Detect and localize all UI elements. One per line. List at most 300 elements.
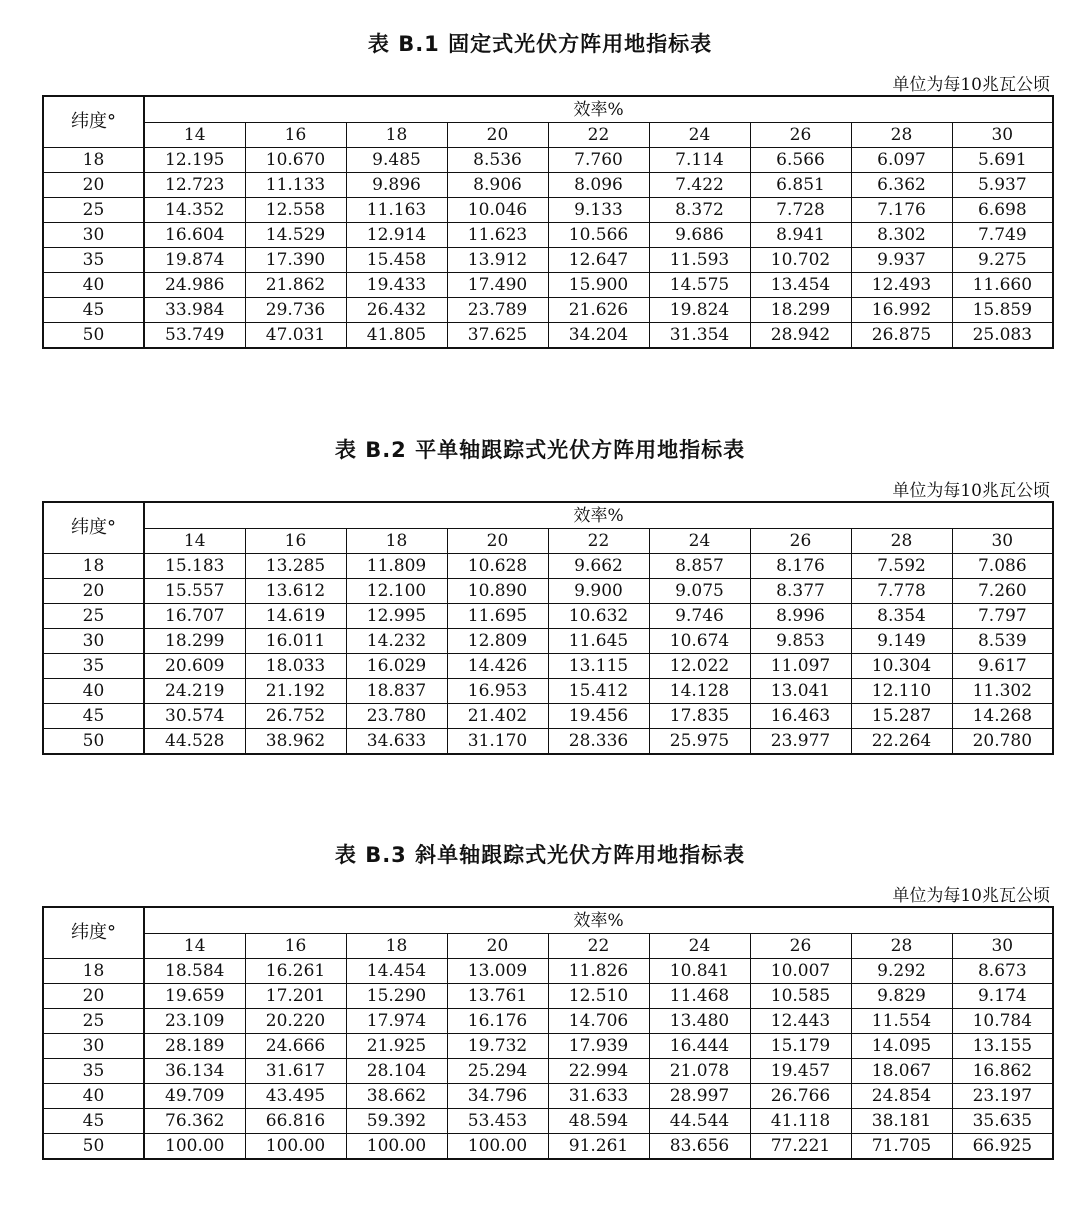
value-cell: 10.632 <box>548 604 649 629</box>
table-title: 表 B.2 平单轴跟踪式光伏方阵用地指标表 <box>334 438 746 462</box>
value-cell: 11.468 <box>649 984 750 1009</box>
value-cell: 10.566 <box>548 223 649 248</box>
unit-label: 单位为每10兆瓦公顷 <box>892 481 1050 501</box>
efficiency-value: 30 <box>952 123 1053 148</box>
value-cell: 77.221 <box>750 1134 851 1160</box>
value-cell: 18.584 <box>144 959 245 984</box>
table-row <box>43 1009 1053 1034</box>
efficiency-value: 28 <box>851 529 952 554</box>
table-row <box>43 1134 1053 1160</box>
value-cell: 18.033 <box>245 654 346 679</box>
value-cell: 22.264 <box>851 729 952 755</box>
value-cell: 28.104 <box>346 1059 447 1084</box>
value-cell: 11.809 <box>346 554 447 579</box>
land-index-table <box>42 906 1054 1160</box>
value-cell: 43.495 <box>245 1084 346 1109</box>
value-cell: 35.635 <box>952 1109 1053 1134</box>
value-cell: 12.493 <box>851 273 952 298</box>
value-cell: 9.829 <box>851 984 952 1009</box>
latitude-cell: 25 <box>43 1009 144 1034</box>
value-cell: 14.454 <box>346 959 447 984</box>
value-cell: 15.557 <box>144 579 245 604</box>
value-cell: 24.854 <box>851 1084 952 1109</box>
table-row <box>43 554 1053 579</box>
value-cell: 9.292 <box>851 959 952 984</box>
value-cell: 11.302 <box>952 679 1053 704</box>
efficiency-value: 28 <box>851 123 952 148</box>
table-row <box>43 198 1053 223</box>
latitude-header: 纬度° <box>43 96 144 148</box>
efficiency-value: 26 <box>750 934 851 959</box>
value-cell: 76.362 <box>144 1109 245 1134</box>
value-cell: 16.444 <box>649 1034 750 1059</box>
latitude-cell: 20 <box>43 984 144 1009</box>
value-cell: 31.170 <box>447 729 548 755</box>
value-cell: 8.354 <box>851 604 952 629</box>
value-cell: 9.853 <box>750 629 851 654</box>
value-cell: 13.009 <box>447 959 548 984</box>
table-row <box>43 579 1053 604</box>
value-cell: 7.176 <box>851 198 952 223</box>
value-cell: 25.975 <box>649 729 750 755</box>
value-cell: 31.354 <box>649 323 750 349</box>
table-row <box>43 629 1053 654</box>
efficiency-value: 14 <box>144 123 245 148</box>
value-cell: 49.709 <box>144 1084 245 1109</box>
latitude-cell: 18 <box>43 148 144 173</box>
value-cell: 10.670 <box>245 148 346 173</box>
value-cell: 14.619 <box>245 604 346 629</box>
value-cell: 13.612 <box>245 579 346 604</box>
value-cell: 19.824 <box>649 298 750 323</box>
value-cell: 23.977 <box>750 729 851 755</box>
value-cell: 15.183 <box>144 554 245 579</box>
value-cell: 31.617 <box>245 1059 346 1084</box>
value-cell: 26.432 <box>346 298 447 323</box>
table-row <box>43 323 1053 349</box>
value-cell: 6.698 <box>952 198 1053 223</box>
efficiency-value: 22 <box>548 529 649 554</box>
value-cell: 15.900 <box>548 273 649 298</box>
efficiency-header: 效率% <box>144 907 1053 934</box>
efficiency-values-row <box>43 529 1053 554</box>
latitude-cell: 45 <box>43 298 144 323</box>
value-cell: 26.766 <box>750 1084 851 1109</box>
value-cell: 34.796 <box>447 1084 548 1109</box>
latitude-cell: 45 <box>43 704 144 729</box>
unit-label: 单位为每10兆瓦公顷 <box>892 886 1050 906</box>
value-cell: 9.617 <box>952 654 1053 679</box>
value-cell: 53.453 <box>447 1109 548 1134</box>
value-cell: 31.633 <box>548 1084 649 1109</box>
efficiency-value: 16 <box>245 123 346 148</box>
value-cell: 16.953 <box>447 679 548 704</box>
value-cell: 30.574 <box>144 704 245 729</box>
value-cell: 16.862 <box>952 1059 1053 1084</box>
value-cell: 38.181 <box>851 1109 952 1134</box>
value-cell: 23.109 <box>144 1009 245 1034</box>
value-cell: 11.133 <box>245 173 346 198</box>
value-cell: 10.585 <box>750 984 851 1009</box>
value-cell: 19.433 <box>346 273 447 298</box>
value-cell: 18.837 <box>346 679 447 704</box>
value-cell: 7.760 <box>548 148 649 173</box>
value-cell: 66.816 <box>245 1109 346 1134</box>
value-cell: 20.220 <box>245 1009 346 1034</box>
value-cell: 14.232 <box>346 629 447 654</box>
value-cell: 9.174 <box>952 984 1053 1009</box>
value-cell: 13.285 <box>245 554 346 579</box>
efficiency-value: 26 <box>750 123 851 148</box>
value-cell: 7.749 <box>952 223 1053 248</box>
value-cell: 47.031 <box>245 323 346 349</box>
efficiency-value: 22 <box>548 934 649 959</box>
land-index-table <box>42 501 1054 755</box>
value-cell: 100.00 <box>245 1134 346 1160</box>
value-cell: 7.086 <box>952 554 1053 579</box>
header-row <box>43 96 1053 123</box>
value-cell: 15.458 <box>346 248 447 273</box>
value-cell: 91.261 <box>548 1134 649 1160</box>
value-cell: 8.096 <box>548 173 649 198</box>
latitude-cell: 25 <box>43 198 144 223</box>
value-cell: 41.805 <box>346 323 447 349</box>
value-cell: 53.749 <box>144 323 245 349</box>
value-cell: 9.662 <box>548 554 649 579</box>
value-cell: 7.114 <box>649 148 750 173</box>
value-cell: 24.219 <box>144 679 245 704</box>
value-cell: 44.544 <box>649 1109 750 1134</box>
value-cell: 13.115 <box>548 654 649 679</box>
table-row <box>43 679 1053 704</box>
header-row <box>43 907 1053 934</box>
value-cell: 8.673 <box>952 959 1053 984</box>
value-cell: 6.362 <box>851 173 952 198</box>
value-cell: 17.939 <box>548 1034 649 1059</box>
latitude-header: 纬度° <box>43 502 144 554</box>
value-cell: 34.633 <box>346 729 447 755</box>
value-cell: 13.454 <box>750 273 851 298</box>
value-cell: 7.778 <box>851 579 952 604</box>
value-cell: 6.097 <box>851 148 952 173</box>
latitude-header: 纬度° <box>43 907 144 959</box>
value-cell: 8.372 <box>649 198 750 223</box>
value-cell: 16.463 <box>750 704 851 729</box>
value-cell: 8.377 <box>750 579 851 604</box>
value-cell: 18.299 <box>750 298 851 323</box>
value-cell: 28.997 <box>649 1084 750 1109</box>
value-cell: 12.723 <box>144 173 245 198</box>
efficiency-value: 30 <box>952 934 1053 959</box>
value-cell: 19.732 <box>447 1034 548 1059</box>
value-cell: 5.937 <box>952 173 1053 198</box>
value-cell: 41.118 <box>750 1109 851 1134</box>
efficiency-header: 效率% <box>144 502 1053 529</box>
latitude-cell: 50 <box>43 1134 144 1160</box>
value-cell: 9.896 <box>346 173 447 198</box>
latitude-cell: 40 <box>43 1084 144 1109</box>
efficiency-values-row <box>43 934 1053 959</box>
value-cell: 9.133 <box>548 198 649 223</box>
value-cell: 20.780 <box>952 729 1053 755</box>
value-cell: 8.996 <box>750 604 851 629</box>
value-cell: 14.128 <box>649 679 750 704</box>
value-cell: 12.558 <box>245 198 346 223</box>
value-cell: 10.841 <box>649 959 750 984</box>
value-cell: 17.490 <box>447 273 548 298</box>
value-cell: 9.686 <box>649 223 750 248</box>
value-cell: 11.163 <box>346 198 447 223</box>
value-cell: 12.647 <box>548 248 649 273</box>
table-row <box>43 298 1053 323</box>
value-cell: 21.078 <box>649 1059 750 1084</box>
efficiency-value: 22 <box>548 123 649 148</box>
value-cell: 23.197 <box>952 1084 1053 1109</box>
value-cell: 21.402 <box>447 704 548 729</box>
value-cell: 12.110 <box>851 679 952 704</box>
value-cell: 38.662 <box>346 1084 447 1109</box>
efficiency-value: 16 <box>245 529 346 554</box>
value-cell: 13.041 <box>750 679 851 704</box>
value-cell: 59.392 <box>346 1109 447 1134</box>
table-row <box>43 959 1053 984</box>
table-row <box>43 704 1053 729</box>
value-cell: 15.412 <box>548 679 649 704</box>
value-cell: 7.592 <box>851 554 952 579</box>
value-cell: 24.986 <box>144 273 245 298</box>
value-cell: 11.660 <box>952 273 1053 298</box>
value-cell: 14.268 <box>952 704 1053 729</box>
table-row <box>43 273 1053 298</box>
value-cell: 12.510 <box>548 984 649 1009</box>
latitude-cell: 40 <box>43 273 144 298</box>
value-cell: 48.594 <box>548 1109 649 1134</box>
table-row <box>43 984 1053 1009</box>
efficiency-value: 20 <box>447 123 548 148</box>
land-index-table <box>42 95 1054 349</box>
efficiency-value: 30 <box>952 529 1053 554</box>
value-cell: 9.149 <box>851 629 952 654</box>
value-cell: 18.299 <box>144 629 245 654</box>
value-cell: 15.179 <box>750 1034 851 1059</box>
efficiency-value: 14 <box>144 934 245 959</box>
header-row <box>43 502 1053 529</box>
value-cell: 71.705 <box>851 1134 952 1160</box>
value-cell: 11.623 <box>447 223 548 248</box>
value-cell: 100.00 <box>144 1134 245 1160</box>
value-cell: 19.457 <box>750 1059 851 1084</box>
value-cell: 11.645 <box>548 629 649 654</box>
value-cell: 12.100 <box>346 579 447 604</box>
value-cell: 11.593 <box>649 248 750 273</box>
latitude-cell: 50 <box>43 729 144 755</box>
table-row <box>43 654 1053 679</box>
table-title: 表 B.1 固定式光伏方阵用地指标表 <box>367 32 713 56</box>
value-cell: 12.914 <box>346 223 447 248</box>
value-cell: 100.00 <box>447 1134 548 1160</box>
latitude-cell: 18 <box>43 959 144 984</box>
value-cell: 44.528 <box>144 729 245 755</box>
value-cell: 15.290 <box>346 984 447 1009</box>
value-cell: 38.962 <box>245 729 346 755</box>
value-cell: 9.075 <box>649 579 750 604</box>
value-cell: 6.851 <box>750 173 851 198</box>
efficiency-header: 效率% <box>144 96 1053 123</box>
value-cell: 17.201 <box>245 984 346 1009</box>
value-cell: 33.984 <box>144 298 245 323</box>
value-cell: 14.575 <box>649 273 750 298</box>
value-cell: 15.859 <box>952 298 1053 323</box>
value-cell: 19.659 <box>144 984 245 1009</box>
value-cell: 17.390 <box>245 248 346 273</box>
value-cell: 13.155 <box>952 1034 1053 1059</box>
value-cell: 26.752 <box>245 704 346 729</box>
efficiency-values-row <box>43 123 1053 148</box>
efficiency-value: 26 <box>750 529 851 554</box>
value-cell: 10.890 <box>447 579 548 604</box>
value-cell: 9.746 <box>649 604 750 629</box>
value-cell: 10.007 <box>750 959 851 984</box>
value-cell: 14.352 <box>144 198 245 223</box>
value-cell: 28.336 <box>548 729 649 755</box>
value-cell: 5.691 <box>952 148 1053 173</box>
value-cell: 23.789 <box>447 298 548 323</box>
value-cell: 12.995 <box>346 604 447 629</box>
value-cell: 21.862 <box>245 273 346 298</box>
value-cell: 16.707 <box>144 604 245 629</box>
value-cell: 11.554 <box>851 1009 952 1034</box>
value-cell: 11.695 <box>447 604 548 629</box>
value-cell: 9.937 <box>851 248 952 273</box>
latitude-cell: 35 <box>43 248 144 273</box>
latitude-cell: 20 <box>43 579 144 604</box>
value-cell: 16.176 <box>447 1009 548 1034</box>
value-cell: 16.604 <box>144 223 245 248</box>
value-cell: 10.628 <box>447 554 548 579</box>
latitude-cell: 20 <box>43 173 144 198</box>
table-row <box>43 1059 1053 1084</box>
value-cell: 22.994 <box>548 1059 649 1084</box>
value-cell: 14.426 <box>447 654 548 679</box>
efficiency-value: 20 <box>447 934 548 959</box>
table-title: 表 B.3 斜单轴跟踪式光伏方阵用地指标表 <box>334 843 746 867</box>
value-cell: 28.189 <box>144 1034 245 1059</box>
value-cell: 18.067 <box>851 1059 952 1084</box>
table-row <box>43 729 1053 755</box>
value-cell: 10.784 <box>952 1009 1053 1034</box>
value-cell: 13.480 <box>649 1009 750 1034</box>
latitude-cell: 35 <box>43 1059 144 1084</box>
value-cell: 9.275 <box>952 248 1053 273</box>
value-cell: 24.666 <box>245 1034 346 1059</box>
latitude-cell: 30 <box>43 223 144 248</box>
value-cell: 10.304 <box>851 654 952 679</box>
value-cell: 10.674 <box>649 629 750 654</box>
latitude-cell: 25 <box>43 604 144 629</box>
efficiency-value: 20 <box>447 529 548 554</box>
value-cell: 10.702 <box>750 248 851 273</box>
table-row <box>43 1109 1053 1134</box>
value-cell: 12.195 <box>144 148 245 173</box>
value-cell: 16.029 <box>346 654 447 679</box>
value-cell: 100.00 <box>346 1134 447 1160</box>
latitude-cell: 30 <box>43 629 144 654</box>
efficiency-value: 16 <box>245 934 346 959</box>
value-cell: 20.609 <box>144 654 245 679</box>
value-cell: 36.134 <box>144 1059 245 1084</box>
value-cell: 34.204 <box>548 323 649 349</box>
value-cell: 26.875 <box>851 323 952 349</box>
value-cell: 23.780 <box>346 704 447 729</box>
value-cell: 16.261 <box>245 959 346 984</box>
efficiency-value: 24 <box>649 123 750 148</box>
table-row <box>43 604 1053 629</box>
value-cell: 17.835 <box>649 704 750 729</box>
table-row <box>43 173 1053 198</box>
value-cell: 14.706 <box>548 1009 649 1034</box>
value-cell: 19.874 <box>144 248 245 273</box>
value-cell: 7.260 <box>952 579 1053 604</box>
value-cell: 12.022 <box>649 654 750 679</box>
latitude-cell: 40 <box>43 679 144 704</box>
efficiency-value: 14 <box>144 529 245 554</box>
value-cell: 8.536 <box>447 148 548 173</box>
value-cell: 8.539 <box>952 629 1053 654</box>
value-cell: 16.992 <box>851 298 952 323</box>
value-cell: 8.906 <box>447 173 548 198</box>
value-cell: 14.095 <box>851 1034 952 1059</box>
value-cell: 13.761 <box>447 984 548 1009</box>
value-cell: 7.728 <box>750 198 851 223</box>
value-cell: 9.485 <box>346 148 447 173</box>
value-cell: 12.809 <box>447 629 548 654</box>
value-cell: 15.287 <box>851 704 952 729</box>
latitude-cell: 18 <box>43 554 144 579</box>
value-cell: 21.192 <box>245 679 346 704</box>
efficiency-value: 24 <box>649 934 750 959</box>
value-cell: 7.422 <box>649 173 750 198</box>
efficiency-value: 18 <box>346 529 447 554</box>
value-cell: 9.900 <box>548 579 649 604</box>
table-row <box>43 1084 1053 1109</box>
table-row <box>43 223 1053 248</box>
value-cell: 8.857 <box>649 554 750 579</box>
value-cell: 11.097 <box>750 654 851 679</box>
latitude-cell: 45 <box>43 1109 144 1134</box>
value-cell: 37.625 <box>447 323 548 349</box>
efficiency-value: 28 <box>851 934 952 959</box>
unit-label: 单位为每10兆瓦公顷 <box>892 75 1050 95</box>
value-cell: 17.974 <box>346 1009 447 1034</box>
value-cell: 14.529 <box>245 223 346 248</box>
value-cell: 66.925 <box>952 1134 1053 1160</box>
latitude-cell: 50 <box>43 323 144 349</box>
table-row <box>43 248 1053 273</box>
value-cell: 10.046 <box>447 198 548 223</box>
table-row <box>43 148 1053 173</box>
value-cell: 8.302 <box>851 223 952 248</box>
value-cell: 21.626 <box>548 298 649 323</box>
value-cell: 28.942 <box>750 323 851 349</box>
value-cell: 21.925 <box>346 1034 447 1059</box>
value-cell: 29.736 <box>245 298 346 323</box>
value-cell: 16.011 <box>245 629 346 654</box>
value-cell: 12.443 <box>750 1009 851 1034</box>
latitude-cell: 35 <box>43 654 144 679</box>
efficiency-value: 18 <box>346 934 447 959</box>
value-cell: 8.941 <box>750 223 851 248</box>
value-cell: 19.456 <box>548 704 649 729</box>
